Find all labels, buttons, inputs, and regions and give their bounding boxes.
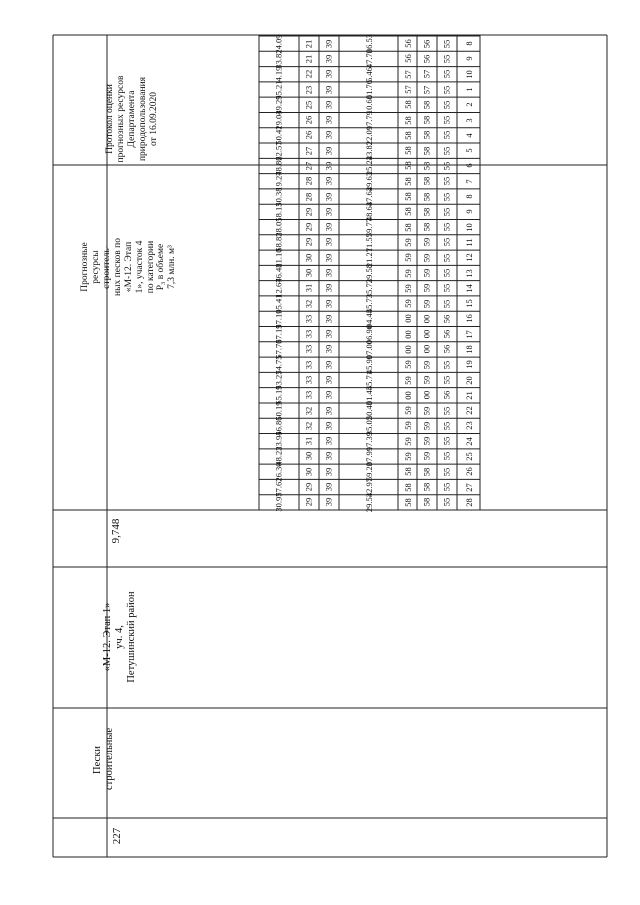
protocol-line: прогнозных ресурсов [115,75,126,163]
coord-cell: 55 [441,222,452,232]
coord-cell: 39 [323,498,334,507]
coord-cell: 9 [463,209,474,214]
coord-cell: 33 [303,329,314,339]
coord-cell: 59 [421,268,432,278]
protocol-line: природопользования [137,76,148,162]
coord-cell: 58 [421,131,432,140]
coord-cell: 39 [323,100,334,110]
coord-cell: 39 [323,329,334,339]
coord-cell: 00 [421,345,432,354]
coord-cell: 59 [402,238,413,247]
coord-cell: 58 [402,115,413,125]
coord-cell: 56 [402,39,413,48]
record-number: 227 [111,827,123,845]
coord-cell: 33 [303,375,314,385]
coord-cell: 58 [421,100,432,110]
coord-cell: 39 [323,284,334,293]
coord-cell: 12.67 [273,278,284,298]
coord-cell: 21 [303,39,314,48]
coord-cell: 58 [421,467,432,477]
coord-cell: 58 [402,100,413,110]
coord-cell: 51.76 [363,79,374,100]
coord-cell: 48.86 [273,156,284,176]
resources-line: Прогнозные [80,242,90,292]
coord-cell: 04.45 [363,309,374,329]
coord-cell: 57 [421,85,432,94]
coord-cell: 39 [323,436,334,446]
coord-cell: 58 [421,192,432,201]
coord-cell: 13 [463,268,474,278]
coord-cell: 36.53 [363,34,374,54]
coord-cell: 5 [463,148,474,153]
coord-cell: 58 [421,222,432,232]
coord-cell: 57.62 [273,477,284,497]
coord-cell: 31 [303,436,314,446]
coord-cell: 57.70 [273,339,284,359]
coord-cell: 39 [323,482,334,492]
coord-cell: 25.24 [363,156,374,176]
coord-cell: 59.77 [363,217,374,237]
mineral-text: Пески строительные [92,727,116,790]
coord-cell: 29 [303,238,314,247]
coord-cell: 22 [303,69,314,79]
coord-cell: 50.38 [273,186,284,207]
coord-cell: 3 [463,117,474,123]
coord-cell: 39 [323,238,334,247]
coord-cell: 8 [463,41,474,46]
coord-cell: 59 [421,421,432,431]
coord-cell: 39 [323,115,334,125]
coord-cell: 26 [303,115,314,125]
coord-cell: 55 [441,268,452,278]
coord-cell: 8 [463,194,474,199]
coord-cell: 58 [421,115,432,125]
coord-cell: 6 [463,163,474,169]
coord-cell: 19.04 [273,110,284,130]
coord-cell: 20 [463,375,474,385]
coord-cell: 4 [463,133,474,138]
coord-cell: 48.64 [363,202,374,222]
area-value: 9,748 [110,518,122,544]
coord-cell: 55 [441,146,452,155]
coord-cell: 35.73 [363,278,374,298]
coord-cell: 11 [463,238,474,247]
coord-cell: 21.27 [363,248,374,268]
coord-cell: 55 [441,467,452,477]
coord-cell: 59 [402,375,413,385]
resources-line: ных песков по [112,238,123,296]
coord-cell: 28 [463,498,474,507]
coord-cell: 58 [421,207,432,217]
coord-cell: 55.21 [273,79,284,100]
coord-cell: 32 [303,421,314,431]
coord-cell: 58 [402,161,413,171]
coord-cell: 55 [441,115,452,125]
coord-cell: 4.19 [273,66,284,82]
coord-cell: 25 [463,452,474,461]
coord-cell: 19.27 [273,171,284,191]
coord-cell: 59 [402,436,413,446]
coord-cell: 55 [441,69,452,79]
coord-cell: 29 [303,207,314,217]
coord-cell: 58 [402,192,413,201]
coord-cell: 1 [463,87,474,92]
coord-cell: 58 [402,177,413,186]
coord-cell: 59 [421,406,432,415]
coord-cell: 30.97 [273,492,284,512]
resources-description [80,197,200,337]
coord-cell: 23.82 [363,141,374,161]
coord-cell: 58 [421,146,432,155]
coord-cell: 58 [421,498,432,507]
coord-cell: 45.99 [363,355,374,375]
coord-cell: 59 [421,375,432,385]
coord-cell: 55 [441,284,452,293]
coord-cell: 00 [402,345,413,354]
coord-cell: 39 [323,391,334,400]
coord-cell: 55 [441,207,452,217]
coord-cell: 28 [303,192,314,201]
coord-cell: 14 [463,284,474,293]
coord-cell: 55 [441,360,452,369]
coord-cell: 39 [323,345,334,354]
coord-cell: 55 [441,406,452,415]
coord-cell: 59 [421,284,432,293]
coord-cell: 10 [463,69,474,79]
coord-cell: 5.46 [363,66,374,82]
coord-cell: 39 [323,360,334,369]
coord-cell: 28 [303,177,314,186]
coord-cell: 55 [441,299,452,308]
coord-cell: 55 [441,177,452,186]
coord-cell: 29.63 [363,171,374,191]
coord-cell: 00 [421,314,432,324]
coord-cell: 39 [323,161,334,171]
coord-cell: 39 [323,85,334,94]
coord-cell: 32 [303,406,314,415]
resources-line: строитель- [101,245,112,289]
coord-cell: 33 [303,314,314,324]
coord-cell: 07.99 [363,446,374,467]
coord-cell: 55 [441,498,452,507]
coord-cell: 59 [402,284,413,293]
coord-cell: 50.19 [273,401,284,421]
coord-cell: 26.30 [273,462,284,482]
coord-cell: 39 [323,39,334,48]
coord-cell: 33 [303,345,314,354]
resources-line: 1», участок 4 [134,240,145,294]
coord-cell: 29 [303,482,314,492]
coord-cell: 39 [323,375,334,385]
coord-cell: 00 [421,391,432,400]
coord-cell: 24 [463,436,474,446]
coord-cell: 10.60 [363,95,374,115]
coord-cell: 57.19 [273,309,284,329]
coord-cell: 58 [421,177,432,186]
resources-line: P₃ в объеме [156,243,167,291]
coord-cell: 2 [463,102,474,107]
coord-cell: 00 [402,314,413,324]
coord-cell: 12 [463,253,474,262]
coord-cell: 56 [441,391,452,400]
coord-cell: 53.27 [273,370,284,390]
coord-cell: 29 [303,222,314,232]
coord-cell: 30 [303,452,314,461]
coord-cell: 47.70 [363,49,374,69]
coord-cell: 39 [323,268,334,278]
coord-cell: 39.29 [273,95,284,115]
object-line: Петушинский район [126,591,138,683]
coord-cell: 39 [323,177,334,186]
coord-cell: 55 [441,253,452,262]
coord-cell: 00 [402,391,413,400]
coord-cell: 39 [323,69,334,79]
coord-cell: 58 [402,131,413,140]
coord-cell: 18 [463,345,474,354]
coord-cell: 37.64 [363,186,374,207]
coord-cell: 55 [441,85,452,94]
coord-cell: 56 [421,54,432,64]
coord-cell: 59 [402,421,413,431]
coord-cell: 39 [323,131,334,140]
coord-cell: 26 [303,131,314,140]
coord-cell: 31 [303,284,314,293]
object-line: «М-12. Этап 1» [102,602,113,672]
coord-cell: 55 [441,161,452,171]
resources-line: 7,3 млн. м³ [167,245,178,289]
coord-cell: 39 [323,222,334,232]
coord-cell: 11.57 [363,233,374,252]
coord-cell: 58 [402,482,413,492]
protocol-reference [105,49,175,189]
coord-cell: 01.45 [363,385,374,405]
coord-cell: 58.82 [273,232,284,252]
coord-cell: 23.94 [273,431,284,451]
coord-cell: 18.13 [273,202,284,222]
coord-cell: 55.19 [273,385,284,405]
coord-cell: 29.53 [363,492,374,512]
coord-cell: 19 [463,360,474,369]
coord-cell: 59 [421,452,432,461]
coord-cell: 22 [463,406,474,415]
coord-cell: 39 [323,207,334,217]
coord-cell: 57 [402,85,413,94]
coord-cell: 27 [303,146,314,155]
coord-cell: 38.05 [273,217,284,237]
coord-cell: 58 [421,161,432,171]
coord-cell: 45.71 [363,370,374,390]
coord-cell: 25 [303,100,314,110]
coord-cell: 59 [421,238,432,247]
coord-cell: 39 [323,467,334,477]
coord-cell: 33 [303,391,314,400]
coord-cell: 50.42 [273,125,284,145]
coord-cell: 56 [441,329,452,339]
coord-cell: 55 [441,39,452,48]
coord-cell: 59 [402,299,413,308]
coord-cell: 39 [323,192,334,201]
coord-cell: 57.19 [273,324,284,344]
object-description [102,582,148,692]
coord-cell: 56 [441,314,452,324]
coord-cell: 58 [402,146,413,155]
coord-cell: 56 [402,54,413,64]
coord-cell: 55 [441,375,452,385]
coord-cell: 30 [303,467,314,477]
coord-cell: 59 [421,253,432,262]
coord-cell: 55 [441,436,452,446]
coord-cell: 7 [463,179,474,184]
coord-cell: 29.58 [363,263,374,283]
coord-cell: 55 [441,131,452,140]
coord-cell: 17 [463,329,474,339]
coord-cell: 55 [441,452,452,461]
coord-cell: 22.09 [363,125,374,145]
object-line: уч. 4, [114,625,126,649]
coord-cell: 17.39 [363,431,374,451]
coord-cell: 00 [421,329,432,339]
coord-cell: 21 [303,54,314,64]
coord-cell: 23 [463,421,474,431]
coord-cell: 58 [402,222,413,232]
coord-cell: 33 [303,360,314,369]
coord-cell: 9 [463,56,474,62]
coord-cell: 58 [402,498,413,507]
coord-cell: 55 [441,482,452,492]
coord-cell: 59 [402,253,413,262]
coord-cell: 55 [441,100,452,110]
coord-cell: 50.45 [363,401,374,421]
coord-cell: 55 [441,421,452,431]
coord-cell: 59 [402,452,413,461]
coord-cell: 46.48 [273,263,284,283]
coord-cell: 59 [402,268,413,278]
coord-cell: 05.41 [273,294,284,314]
coord-cell: 35.02 [363,416,374,436]
coord-cell: 27 [463,482,474,492]
coord-cell: 30 [303,268,314,278]
coord-cell: 39 [323,299,334,308]
coord-cell: 15 [463,299,474,308]
coord-cell: 55 [441,54,452,64]
coord-cell: 27 [303,161,314,171]
protocol-line: Протокол оценки [105,84,115,154]
coord-cell: 57 [402,69,413,79]
coord-cell: 32 [303,299,314,308]
coord-cell: 26 [463,467,474,477]
coord-cell: 33.82 [273,49,284,69]
coord-cell: 58 [402,207,413,217]
coord-cell: 29 [303,498,314,507]
coord-cell: 57 [421,69,432,79]
protocol-line: Департамента [126,90,137,148]
coord-cell: 55 [441,192,452,201]
coord-cell: 16 [463,314,474,324]
resources-line: «М-12. Этап [123,241,134,293]
coord-cell: 45.73 [363,294,374,314]
coord-cell: 59 [421,436,432,446]
coord-cell: 54.75 [273,355,284,375]
coord-cell: 59.23 [363,462,374,482]
mineral-name [92,727,132,790]
coord-cell: 48.23 [273,446,284,467]
coord-cell: 59 [402,406,413,415]
coord-cell: 59 [402,360,413,369]
coord-cell: 39 [323,54,334,64]
coord-cell: 00 [402,329,413,339]
coord-cell: 58 [402,467,413,477]
coord-cell: 06.90 [363,324,374,344]
coord-cell: 39 [323,253,334,262]
coord-cell: 23 [303,85,314,94]
coord-cell: 17.79 [363,110,374,130]
coord-cell: 21.10 [273,248,284,268]
coord-cell: 58 [421,482,432,492]
coord-cell: 42.97 [363,477,374,497]
coord-cell: 39 [323,314,334,324]
coord-cell: 10 [463,222,474,232]
coord-cell: 59 [421,299,432,308]
coord-cell: 22.57 [273,141,284,161]
coord-cell: 55 [441,238,452,247]
coord-cell: 07.00 [363,339,374,359]
coord-cell: 56.86 [273,416,284,436]
coord-cell: 21 [463,391,474,400]
coord-cell: 56 [421,39,432,48]
coord-cell: 59 [421,360,432,369]
coord-cell: 39 [323,406,334,415]
protocol-line: от 16.09.2020 [148,92,159,146]
coord-cell: 24.09 [273,34,284,54]
coord-cell: 30 [303,253,314,262]
coord-cell: 39 [323,146,334,155]
coord-cell: 56 [441,345,452,354]
resources-line: ресурсы [90,250,101,284]
coord-cell: 39 [323,452,334,461]
coord-cell: 39 [323,421,334,431]
resources-line: по категории [145,240,156,294]
